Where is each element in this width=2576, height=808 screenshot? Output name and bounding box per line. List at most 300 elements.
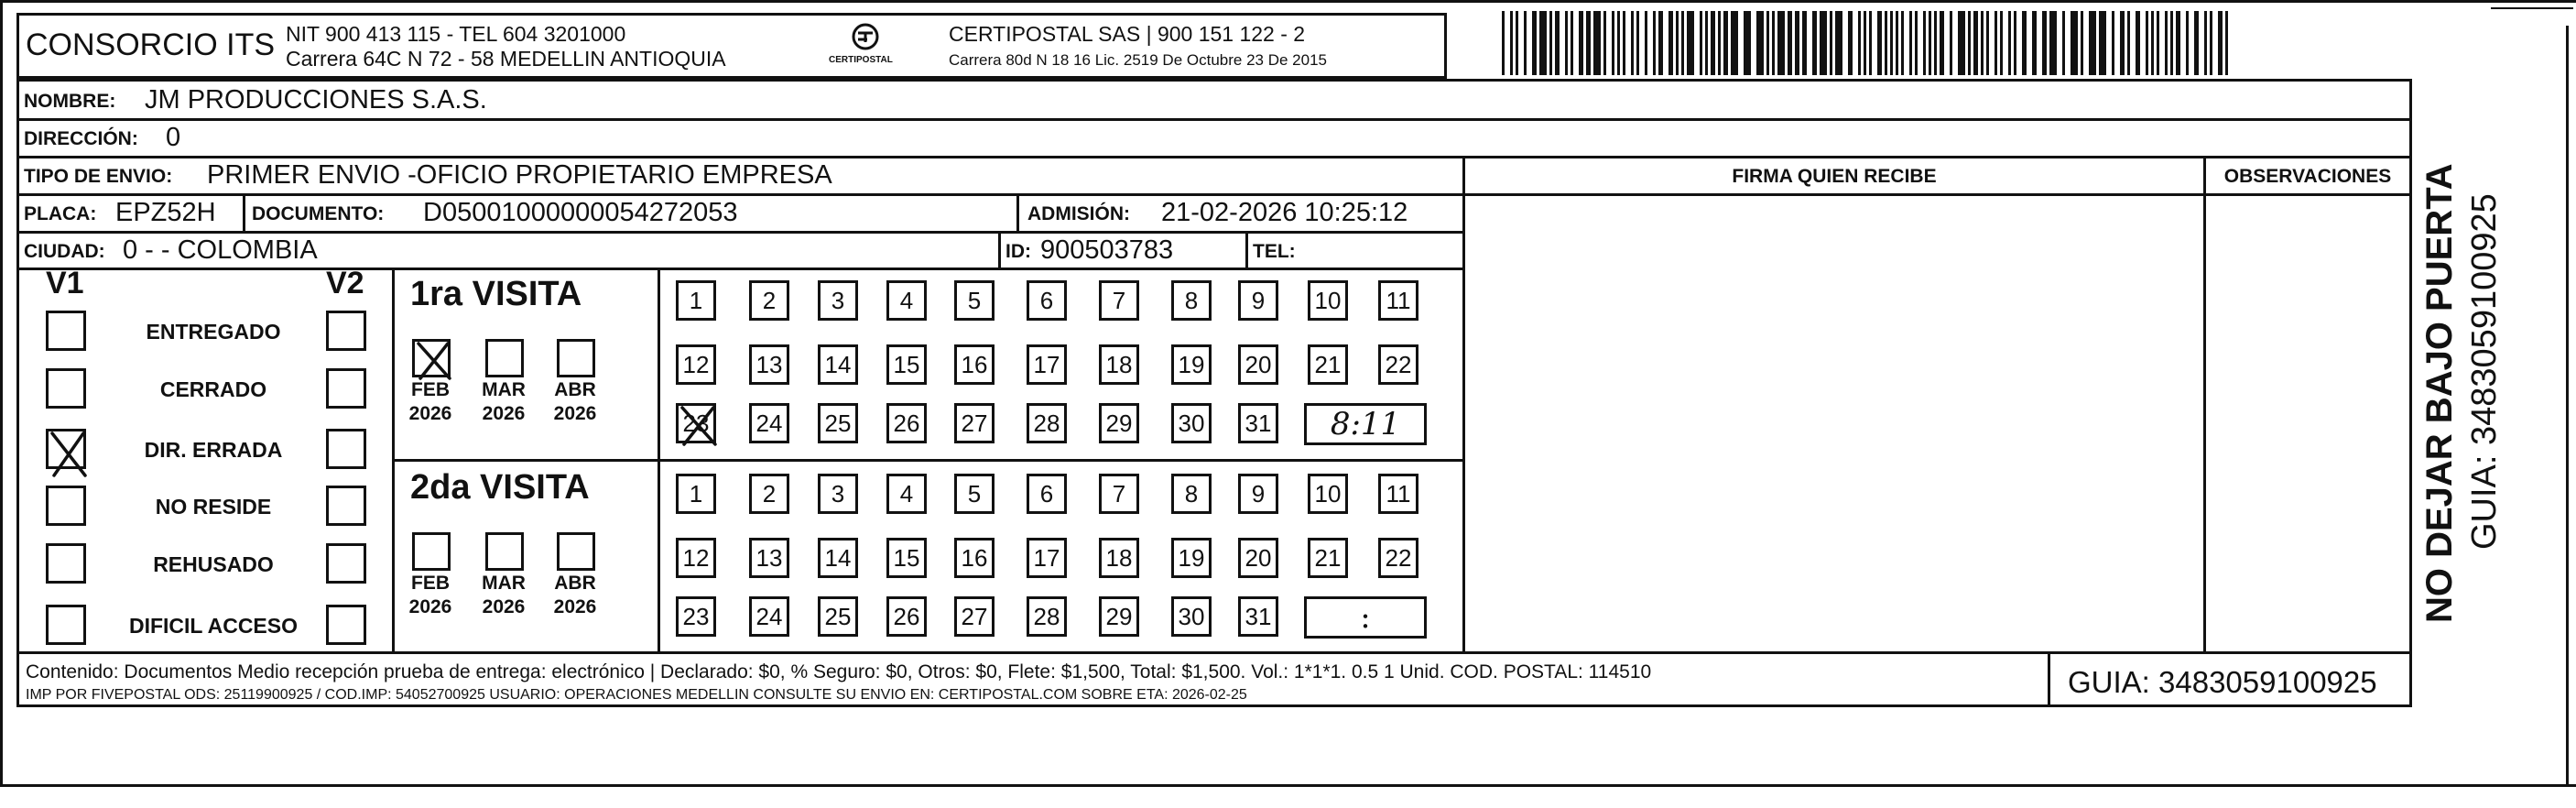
- barcode-bar: [1950, 11, 1952, 75]
- documento-value: D05001000000054272053: [423, 198, 738, 227]
- footer-contenido: Contenido: Documentos Medio recepción prueba de entrega: electrónico | Declarado: $0, % Seguro: $0, Otros: $0, Flete: $1,500, Total: $1,500. Vol.: 1*1*1. 0.5 1 Unid. COD. POSTAL: 114510: [26, 661, 1652, 682]
- status-label: NO RESIDE: [155, 495, 272, 519]
- day-box[interactable]: [886, 474, 927, 514]
- month-label: FEB: [411, 379, 450, 400]
- day-box[interactable]: [818, 403, 858, 443]
- year-label: 2026: [482, 403, 526, 424]
- barcode-bar: [1579, 11, 1583, 75]
- day-number: 10: [1314, 479, 1342, 508]
- barcode-bar: [1668, 11, 1673, 75]
- barcode-bar: [1636, 11, 1639, 75]
- v1-checkbox[interactable]: [46, 311, 86, 351]
- x-mark-icon: [415, 342, 453, 380]
- day-box[interactable]: [1027, 596, 1067, 637]
- day-box[interactable]: [1099, 538, 1139, 578]
- day-box[interactable]: [886, 403, 927, 443]
- v1-checkbox[interactable]: [46, 368, 86, 409]
- barcode-bar: [1532, 11, 1537, 75]
- barcode-bar: [1915, 11, 1918, 75]
- barcode-bar: [1835, 11, 1842, 75]
- month-label: FEB: [411, 573, 450, 594]
- day-number: 13: [755, 543, 783, 572]
- rule-tipo: [16, 193, 2412, 196]
- day-box[interactable]: [818, 538, 858, 578]
- placa-label: PLACA:: [24, 203, 97, 224]
- day-box[interactable]: [1238, 280, 1278, 321]
- nombre-label: NOMBRE:: [24, 91, 116, 112]
- barcode-bar: [1934, 11, 1937, 75]
- v2-checkbox[interactable]: [326, 486, 366, 526]
- day-number: 3: [831, 286, 845, 314]
- day-box[interactable]: [1378, 344, 1418, 385]
- day-number: 11: [1386, 479, 1411, 508]
- nombre-value: JM PRODUCCIONES S.A.S.: [145, 85, 487, 115]
- day-number: 25: [824, 409, 852, 437]
- barcode-bar: [1524, 11, 1527, 75]
- barcode-bar: [2062, 11, 2065, 75]
- x-mark-icon: [49, 431, 89, 477]
- id-label: ID:: [1005, 241, 1031, 262]
- day-box[interactable]: [1027, 538, 1067, 578]
- month-checkbox[interactable]: [485, 532, 524, 571]
- barcode-bar: [1516, 11, 1518, 75]
- day-box[interactable]: [676, 280, 716, 321]
- barcode-bar: [2218, 11, 2223, 75]
- day-box[interactable]: [1378, 280, 1418, 321]
- day-number: 29: [1105, 602, 1133, 630]
- day-box[interactable]: [749, 280, 789, 321]
- v1-label: V1: [46, 266, 84, 300]
- barcode-bar: [1896, 11, 1898, 75]
- day-box[interactable]: [954, 344, 995, 385]
- barcode-bar: [2204, 11, 2207, 75]
- day-number: 3: [831, 479, 845, 508]
- day-number: 4: [899, 479, 914, 508]
- day-number: 5: [967, 286, 982, 314]
- barcode-bar: [1795, 11, 1799, 75]
- barcode-bar: [1612, 11, 1614, 75]
- day-box[interactable]: [749, 344, 789, 385]
- barcode-bar: [1994, 11, 1997, 75]
- day-box[interactable]: [1308, 344, 1348, 385]
- day-number: 14: [824, 350, 852, 378]
- day-number: 26: [893, 602, 920, 630]
- barcode-bar: [1981, 11, 1984, 75]
- day-number: 7: [1112, 479, 1126, 508]
- day-number: 14: [824, 543, 852, 572]
- month-checkbox[interactable]: [557, 339, 595, 377]
- day-box[interactable]: [676, 403, 716, 443]
- barcode-bar: [1869, 11, 1872, 75]
- day-number: 6: [1039, 479, 1054, 508]
- day-number: 16: [961, 543, 988, 572]
- barcode-bar: [1617, 11, 1620, 75]
- day-number: 24: [755, 602, 783, 630]
- barcode-bar: [1940, 11, 1944, 75]
- barcode-bar: [1958, 11, 1965, 75]
- month-label: ABR: [554, 379, 596, 400]
- day-number: 10: [1314, 286, 1342, 314]
- observaciones-header: OBSERVACIONES: [2223, 166, 2392, 187]
- barcode-bar: [1711, 11, 1715, 75]
- certipostal-logo: [815, 22, 916, 73]
- barcode-bar: [2071, 11, 2078, 75]
- top-right-tick: [2491, 7, 2573, 9]
- barcode-bar: [1802, 11, 1807, 75]
- day-box[interactable]: [1099, 474, 1139, 514]
- barcode-bar: [1571, 11, 1573, 75]
- barcode-bar: [1909, 11, 1912, 75]
- day-number: 31: [1245, 409, 1272, 437]
- barcode-bar: [1700, 11, 1702, 75]
- day-number: 8: [1184, 286, 1199, 314]
- day-number: 24: [755, 409, 783, 437]
- barcode-bar: [1603, 11, 1606, 75]
- barcode-bar: [1555, 11, 1560, 75]
- barcode-bar: [1586, 11, 1591, 75]
- side-warning: NO DEJAR BAJO PUERTA: [2419, 163, 2460, 623]
- barcode-bar: [2081, 11, 2083, 75]
- month-label: ABR: [554, 573, 596, 594]
- day-box[interactable]: [1308, 280, 1348, 321]
- barcode-bar: [2151, 11, 2154, 75]
- footer-guia: GUIA: 3483059100925: [2068, 665, 2377, 699]
- barcode-bar: [2112, 11, 2114, 75]
- barcode-bar: [1676, 11, 1679, 75]
- status-label: DIR. ERRADA: [144, 438, 283, 462]
- day-box[interactable]: [1099, 403, 1139, 443]
- barcode-bar: [2099, 11, 2106, 75]
- day-number: 19: [1178, 350, 1205, 378]
- barcode-bar: [2170, 11, 2173, 75]
- barcode-bar: [1645, 11, 1647, 75]
- barcode-bar: [1820, 11, 1827, 75]
- barcode-bar: [1772, 11, 1775, 75]
- barcode-bar: [2194, 11, 2199, 75]
- firma-header: FIRMA QUIEN RECIBE: [1732, 166, 1937, 187]
- time-value: 8:11: [1330, 406, 1401, 442]
- barcode-bar: [2176, 11, 2180, 75]
- barcode-bar: [1777, 11, 1785, 75]
- v2-checkbox[interactable]: [326, 311, 366, 351]
- day-box[interactable]: [1027, 403, 1067, 443]
- day-box[interactable]: [1308, 474, 1348, 514]
- day-number: 27: [961, 409, 988, 437]
- day-box[interactable]: [818, 280, 858, 321]
- day-number: 22: [1385, 350, 1412, 378]
- day-box[interactable]: [749, 474, 789, 514]
- barcode-bar: [1593, 11, 1601, 75]
- barcode-bar: [2014, 11, 2016, 75]
- company-name: CONSORCIO ITS: [26, 27, 276, 62]
- day-box[interactable]: [1238, 474, 1278, 514]
- day-box[interactable]: [886, 280, 927, 321]
- barcode-bar: [1858, 11, 1861, 75]
- barcode-bar: [2008, 11, 2011, 75]
- barcode-bar: [1681, 11, 1684, 75]
- direccion-label: DIRECCIÓN:: [24, 128, 138, 149]
- logo-icon: [815, 22, 916, 73]
- barcode-bar: [2042, 11, 2047, 75]
- day-box[interactable]: [1171, 344, 1212, 385]
- month-checkbox[interactable]: [412, 339, 451, 377]
- barcode-bar: [2186, 11, 2189, 75]
- day-number: 17: [1033, 350, 1060, 378]
- barcode-bar: [2000, 11, 2003, 75]
- documento-label: DOCUMENTO:: [252, 203, 385, 224]
- admision-value: 21-02-2026 10:25:12: [1161, 198, 1408, 227]
- day-box[interactable]: [749, 538, 789, 578]
- visit-title: 1ra VISITA: [410, 275, 582, 313]
- day-number: 17: [1033, 543, 1060, 572]
- barcode-bar: [1687, 11, 1694, 75]
- day-box[interactable]: [1099, 280, 1139, 321]
- day-box[interactable]: [954, 596, 995, 637]
- side-guia: GUIA: 3483059100925: [2465, 193, 2504, 550]
- time-field[interactable]: [1304, 403, 1427, 445]
- day-box[interactable]: [1171, 280, 1212, 321]
- barcode-bar: [1923, 11, 1926, 75]
- barcode-bar: [1973, 11, 1978, 75]
- v2-label: V2: [326, 266, 364, 300]
- day-number: 7: [1112, 286, 1126, 314]
- barcode-bar: [1986, 11, 1989, 75]
- day-box[interactable]: [954, 474, 995, 514]
- barcode-bar: [1812, 11, 1817, 75]
- barcode-bar: [2089, 11, 2096, 75]
- admision-label: ADMISIÓN:: [1027, 203, 1130, 224]
- day-number: 23: [682, 602, 710, 630]
- v1-checkbox[interactable]: [46, 429, 86, 469]
- barcode-bar: [1901, 11, 1904, 75]
- col-sep-observaciones: [2203, 156, 2206, 651]
- day-box[interactable]: [1171, 474, 1212, 514]
- barcode-bar: [1929, 11, 1931, 75]
- day-number: 6: [1039, 286, 1054, 314]
- v2-checkbox[interactable]: [326, 543, 366, 584]
- day-box[interactable]: [1238, 403, 1278, 443]
- bottom-edge-line: [0, 784, 2576, 787]
- day-box[interactable]: [1308, 538, 1348, 578]
- barcode-bar: [2157, 11, 2159, 75]
- barcode-bar: [1731, 11, 1738, 75]
- day-number: 31: [1245, 602, 1272, 630]
- day-number: 5: [967, 479, 982, 508]
- barcode-bar: [2032, 11, 2037, 75]
- v2-checkbox[interactable]: [326, 429, 366, 469]
- day-box[interactable]: [954, 403, 995, 443]
- day-number: 16: [961, 350, 988, 378]
- day-box[interactable]: [1238, 344, 1278, 385]
- day-box[interactable]: [1171, 596, 1212, 637]
- day-number: 18: [1105, 543, 1133, 572]
- barcode-bar: [2165, 11, 2168, 75]
- year-label: 2026: [482, 596, 526, 617]
- ciudad-value: 0 - - COLOMBIA: [123, 235, 318, 265]
- barcode-bar: [1744, 11, 1751, 75]
- day-box[interactable]: [676, 538, 716, 578]
- id-value: 900503783: [1040, 235, 1174, 265]
- sep-ciudad: [998, 231, 1001, 268]
- day-box[interactable]: [749, 403, 789, 443]
- day-box[interactable]: [1171, 403, 1212, 443]
- month-label: MAR: [482, 379, 526, 400]
- status-label: ENTREGADO: [146, 320, 281, 344]
- rule-nombre: [16, 118, 2412, 121]
- time-field[interactable]: [1304, 596, 1427, 639]
- day-number: 4: [899, 286, 914, 314]
- v1-checkbox[interactable]: [46, 605, 86, 645]
- day-number: 15: [893, 543, 920, 572]
- top-edge-line: [0, 0, 2576, 3]
- status-label: CERRADO: [159, 377, 267, 401]
- v2-checkbox[interactable]: [326, 605, 366, 645]
- day-number: 9: [1251, 286, 1266, 314]
- month-checkbox[interactable]: [412, 532, 451, 571]
- day-number: 8: [1184, 479, 1199, 508]
- day-box[interactable]: [1027, 474, 1067, 514]
- barcode-bar: [1848, 11, 1853, 75]
- barcode-bar: [1653, 11, 1656, 75]
- day-box[interactable]: [676, 596, 716, 637]
- visit-divider: [392, 459, 1465, 462]
- visit-title: 2da VISITA: [410, 468, 590, 507]
- courier-license: Carrera 80d N 18 16 Lic. 2519 De Octubre 23 De 2015: [949, 51, 1327, 69]
- barcode-bar: [1623, 11, 1625, 75]
- barcode-bar: [1539, 11, 1547, 75]
- tipo-label: TIPO DE ENVIO:: [24, 166, 173, 187]
- barcode-bar: [1788, 11, 1792, 75]
- day-number: 18: [1105, 350, 1133, 378]
- day-number: 12: [682, 350, 710, 378]
- month-checkbox[interactable]: [557, 532, 595, 571]
- day-box[interactable]: [1378, 538, 1418, 578]
- barcode-bar: [1549, 11, 1552, 75]
- barcode-bar: [1723, 11, 1728, 75]
- rule-ciudad: [16, 268, 1465, 270]
- status-label: REHUSADO: [153, 552, 274, 576]
- day-box[interactable]: [1027, 280, 1067, 321]
- day-number: 28: [1033, 409, 1060, 437]
- footer-imp: IMP POR FIVEPOSTAL ODS: 25119900925 / COD.IMP: 54052700925 USUARIO: OPERACIONES MEDELLIN CONSULTE SU ENVIO EN: CERTIPOSTAL.COM SOBRE ETA: 2026-02-25: [26, 687, 1247, 703]
- day-box[interactable]: [749, 596, 789, 637]
- day-box[interactable]: [1099, 344, 1139, 385]
- barcode-bar: [1830, 11, 1832, 75]
- barcode-bar: [1658, 11, 1663, 75]
- barcode-bar: [2136, 11, 2140, 75]
- day-number: 26: [893, 409, 920, 437]
- day-box[interactable]: [1238, 596, 1278, 637]
- barcode-bar: [1756, 11, 1764, 75]
- logo-caption: CERTIPOSTAL: [829, 55, 893, 65]
- day-number: 2: [762, 286, 777, 314]
- barcode-bar: [2022, 11, 2027, 75]
- tel-label: TEL:: [1253, 241, 1296, 262]
- day-number: 13: [755, 350, 783, 378]
- day-number: 30: [1178, 409, 1205, 437]
- year-label: 2026: [408, 403, 452, 424]
- month-checkbox[interactable]: [485, 339, 524, 377]
- day-box[interactable]: [676, 474, 716, 514]
- day-box[interactable]: [954, 280, 995, 321]
- status-label: DIFICIL ACCESO: [128, 614, 298, 638]
- sep-placa: [243, 193, 245, 231]
- barcode-bar: [1718, 11, 1721, 75]
- x-mark-icon: [679, 406, 719, 446]
- v1-checkbox[interactable]: [46, 486, 86, 526]
- barcode-bar: [2225, 11, 2228, 75]
- day-number: 29: [1105, 409, 1133, 437]
- day-box[interactable]: [886, 344, 927, 385]
- nit-line: NIT 900 413 115 - TEL 604 3201000: [286, 22, 626, 46]
- day-box[interactable]: [818, 596, 858, 637]
- day-number: 28: [1033, 602, 1060, 630]
- day-box[interactable]: [1378, 474, 1418, 514]
- day-box[interactable]: [1238, 538, 1278, 578]
- direccion-value: 0: [166, 123, 181, 152]
- barcode-bar: [1631, 11, 1634, 75]
- year-label: 2026: [408, 596, 452, 617]
- day-box[interactable]: [818, 474, 858, 514]
- barcode-bar: [1766, 11, 1769, 75]
- day-number: 20: [1245, 350, 1272, 378]
- day-number: 27: [961, 602, 988, 630]
- day-number: 20: [1245, 543, 1272, 572]
- sep-documento: [1016, 193, 1019, 231]
- barcode-bar: [2127, 11, 2130, 75]
- month-label: MAR: [482, 573, 526, 594]
- barcode-bar: [2049, 11, 2057, 75]
- day-box[interactable]: [1027, 344, 1067, 385]
- barcode-bar: [2146, 11, 2148, 75]
- tipo-value: PRIMER ENVIO -OFICIO PROPIETARIO EMPRESA: [207, 160, 832, 190]
- day-number: 9: [1251, 479, 1266, 508]
- day-box[interactable]: [886, 596, 927, 637]
- ciudad-label: CIUDAD:: [24, 241, 105, 262]
- day-number: 2: [762, 479, 777, 508]
- barcode-bar: [1510, 11, 1513, 75]
- day-number: 25: [824, 602, 852, 630]
- barcode-bar: [1565, 11, 1568, 75]
- rule-direccion: [16, 156, 2412, 158]
- barcode: [1502, 11, 2234, 75]
- day-number: 15: [893, 350, 920, 378]
- placa-value: EPZ52H: [115, 198, 216, 227]
- day-number: 1: [689, 286, 703, 314]
- day-box[interactable]: [886, 538, 927, 578]
- sep-id: [1245, 231, 1248, 268]
- company-address: Carrera 64C N 72 - 58 MEDELLIN ANTIOQUIA: [286, 47, 726, 71]
- year-label: 2026: [553, 403, 597, 424]
- barcode-bar: [1705, 11, 1708, 75]
- day-number: 1: [689, 479, 703, 508]
- barcode-bar: [1890, 11, 1893, 75]
- day-number: 19: [1178, 543, 1205, 572]
- day-box[interactable]: [1171, 538, 1212, 578]
- left-edge-line: [0, 0, 3, 786]
- day-number: 23: [682, 409, 710, 437]
- barcode-bar: [2120, 11, 2125, 75]
- day-box[interactable]: [954, 538, 995, 578]
- day-box[interactable]: [1099, 596, 1139, 637]
- day-box[interactable]: [818, 344, 858, 385]
- barcode-bar: [1968, 11, 1971, 75]
- day-box[interactable]: [676, 344, 716, 385]
- v2-checkbox[interactable]: [326, 368, 366, 409]
- day-number: 21: [1314, 543, 1342, 572]
- year-label: 2026: [553, 596, 597, 617]
- v1-checkbox[interactable]: [46, 543, 86, 584]
